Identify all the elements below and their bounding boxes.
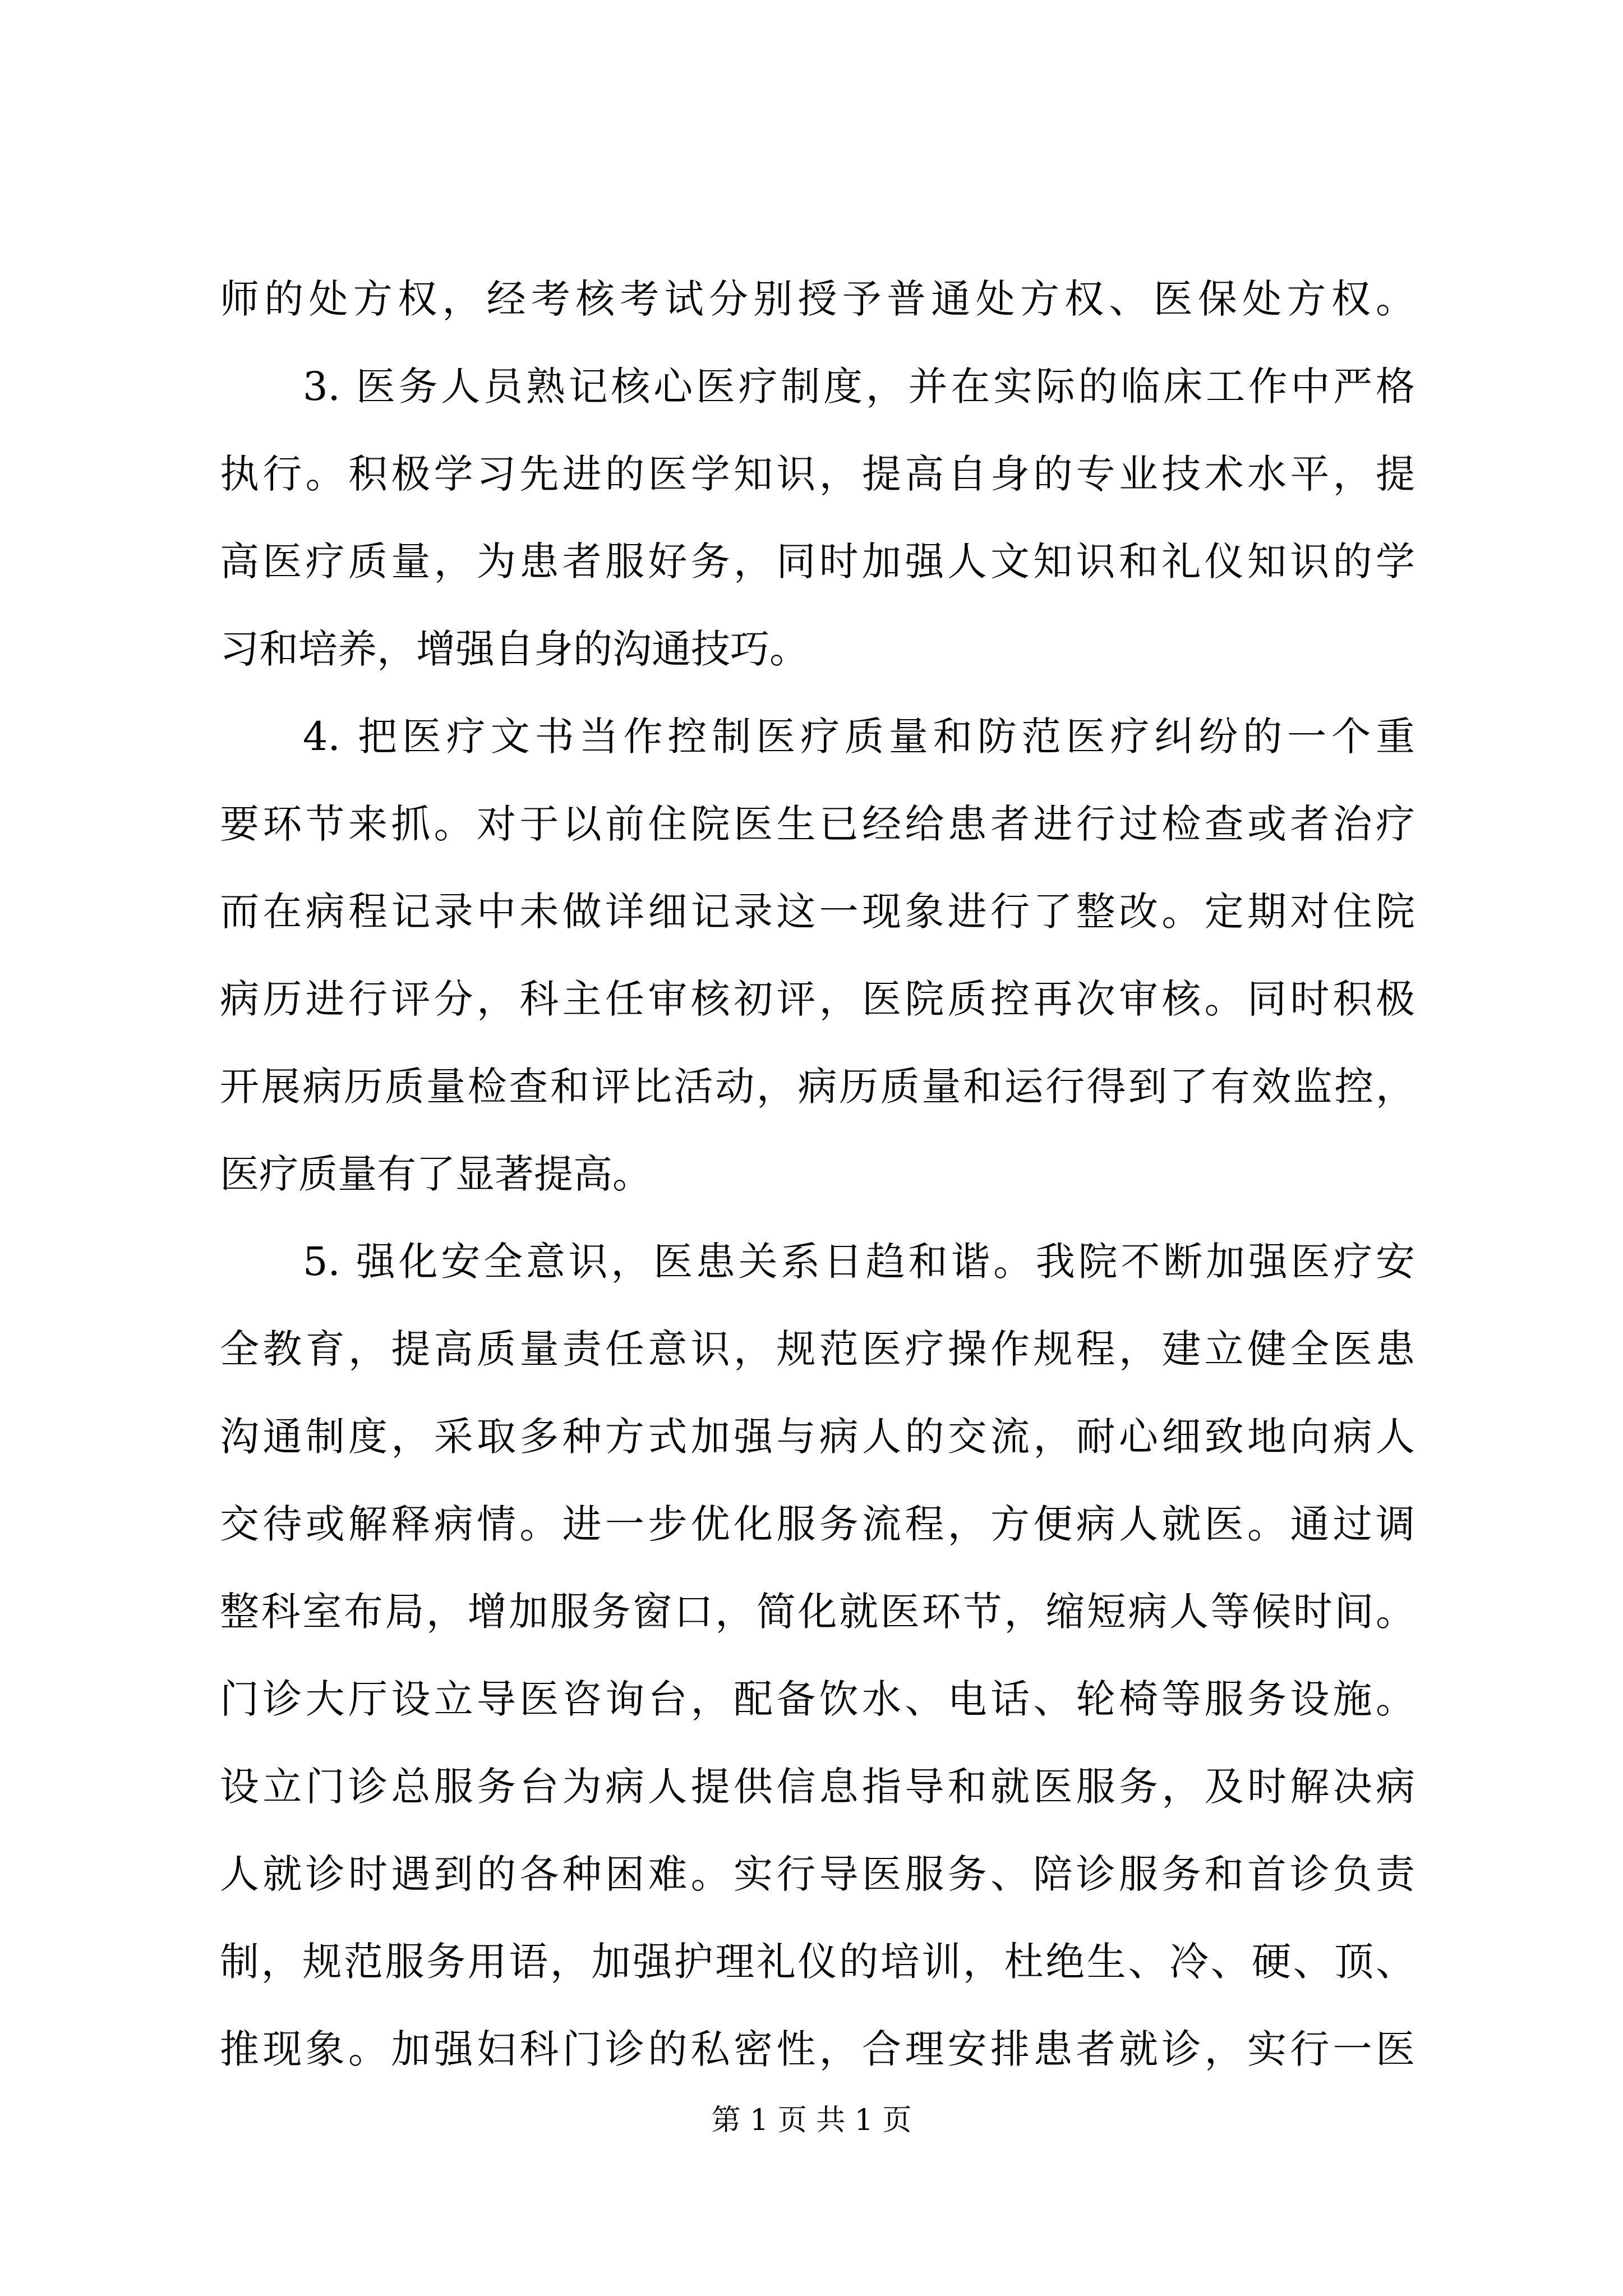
text-line: 高医疗质量，为患者服好务，同时加强人文知识和礼仪知识的学 [220, 539, 1415, 585]
text-line: 门诊大厅设立导医咨询台，配备饮水、电话、轮椅等服务设施。 [220, 1676, 1415, 1722]
text-line: 执行。积极学习先进的医学知识，提高自身的专业技术水平，提 [220, 451, 1415, 497]
document-body [220, 255, 1415, 2093]
text-line: 制，规范服务用语，加强护理礼仪的培训，杜绝生、冷、硬、顶、 [220, 1939, 1415, 1985]
text-line: 而在病程记录中未做详细记录这一现象进行了整改。定期对住院 [220, 889, 1415, 935]
text-line: 医疗质量有了显著提高。 [220, 1151, 652, 1197]
text-line: 要环节来抓。对于以前住院医生已经给患者进行过检查或者治疗 [220, 801, 1415, 847]
page-number-footer: 第 1 页 共 1 页 [711, 2104, 912, 2137]
text-line: 全教育，提高质量责任意识，规范医疗操作规程，建立健全医患 [220, 1326, 1415, 1372]
text-line: 开展病历质量检查和评比活动，病历质量和运行得到了有效监控， [220, 1064, 1415, 1110]
text-line: 交待或解释病情。进一步优化服务流程，方便病人就医。通过调 [220, 1501, 1415, 1547]
text-line: 病历进行评分，科主任审核初评，医院质控再次审核。同时积极 [220, 976, 1415, 1022]
text-line: 沟通制度，采取多种方式加强与病人的交流，耐心细致地向病人 [220, 1414, 1415, 1460]
text-line: 习和培养，增强自身的沟通技巧。 [220, 626, 809, 672]
paragraph-5-line-1: 5. 强化安全意识，医患关系日趋和谐。我院不断加强医疗安 [303, 1239, 1415, 1285]
paragraph-3-line-1: 3. 医务人员熟记核心医疗制度，并在实际的临床工作中严格 [303, 364, 1415, 409]
text-line: 人就诊时遇到的各种困难。实行导医服务、陪诊服务和首诊负责 [220, 1851, 1415, 1897]
text-line: 师的处方权，经考核考试分别授予普通处方权、医保处方权。 [220, 276, 1415, 322]
text-line: 设立门诊总服务台为病人提供信息指导和就医服务，及时解决病 [220, 1764, 1415, 1810]
text-line: 整科室布局，增加服务窗口，简化就医环节，缩短病人等候时间。 [220, 1589, 1415, 1635]
paragraph-4-line-1: 4. 把医疗文书当作控制医疗质量和防范医疗纠纷的一个重 [303, 714, 1415, 760]
text-line: 推现象。加强妇科门诊的私密性，合理安排患者就诊，实行一医 [220, 2026, 1415, 2072]
